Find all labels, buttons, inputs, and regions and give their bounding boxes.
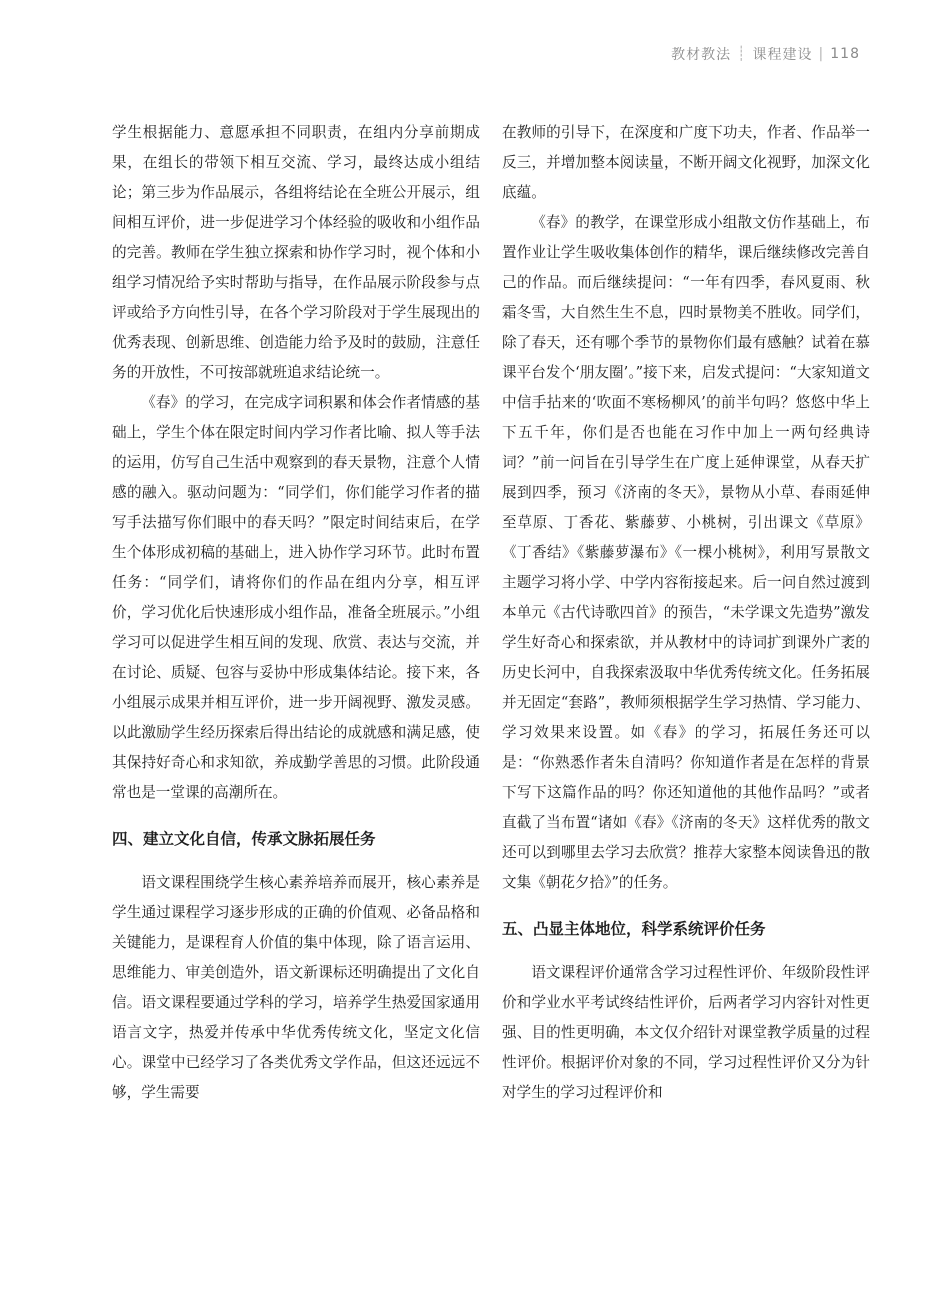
header-column: 课程建设 xyxy=(752,47,813,63)
page-number: 118 xyxy=(830,46,860,62)
header-separator: ┊ xyxy=(737,46,747,62)
section-heading-4: 四、建立文化自信，传承文脉拓展任务 xyxy=(112,830,376,848)
section-heading-5: 五、凸显主体地位，科学系统评价任务 xyxy=(502,920,766,938)
running-header xyxy=(671,44,860,64)
paragraph-continued: 学生根据能力、意愿承担不同职责，在组内分享前期成果，在组长的带领下相互交流、学习，最终达成小组结论；第三步为作品展示，各组将结论在全班公开展示，组间相互评价，进一步促进学习个体经验的吸收和小组作品的完善。教师在学生独立探索和协作学习时，视个体和小组学习情况给予实时帮助与指导，在作品展示阶段参与点评或给予方向性引导，在各个学习阶段对于学生展现出的优秀表现、创新思维、创造能力给予及时的鼓励，注意任务的开放性，不可按部就班追求结论统一。 xyxy=(112,124,480,381)
paragraph-cultural-confidence: 语文课程围绕学生核心素养培养而展开，核心素养是学生通过课程学习逐步形成的正确的价值观、必备品格和关键能力，是课程育人价值的集中体现，除了语言运用、思维能力、审美创造外，语文新课标还明确提出了文化自信。语文课程要通过学科的学习，培养学生热爱国家通用语言文字，热爱并传承中华优秀传统文化，坚定文化信心。课堂中已经学习了各类优秀文学作品，但这还远远不够，学生需要 xyxy=(112,874,480,1101)
left-column xyxy=(112,118,480,1108)
header-section: 教材教法 xyxy=(671,47,732,63)
header-separator-2: | xyxy=(818,46,825,62)
paragraph-spring-study: 《春》的学习，在完成字词积累和体会作者情感的基础上，学生个体在限定时间内学习作者比喻、拟人等手法的运用，仿写自己生活中观察到的春天景物，注意个人情感的融入。驱动问题为：“同学们，你们能学习作者的描写手法描写你们眼中的春天吗？”限定时间结束后，在学生个体形成初稿的基础上，进入协作学习环节。此时布置任务：“同学们，请将你们的作品在组内分享，相互评价，学习优化后快速形成小组作品，准备全班展示。”小组学习可以促进学生相互间的发现、欣赏、表达与交流，并在讨论、质疑、包容与妥协中形成集体结论。接下来，各小组展示成果并相互评价，进一步开阔视野、激发灵感。以此激励学生经历探索后得出结论的成就感和满足感，使其保持好奇心和求知欲，养成勤学善思的习惯。此阶段通常也是一堂课的高潮所在。 xyxy=(112,394,480,801)
right-column xyxy=(502,118,870,1108)
paragraph-spring-teaching: 《春》的教学，在课堂形成小组散文仿作基础上，布置作业让学生吸收集体创作的精华，课后继续修改完善自己的作品。而后继续提问：“一年有四季，春风夏雨、秋霜冬雪，大自然生生不息，四时景物美不胜收。同学们，除了春天，还有哪个季节的景物你们最有感触？试着在慕课平台发个‘朋友圈’。”接下来，启发式提问：“大家知道文中信手拈来的‘吹面不寒杨柳风’的前半句吗？悠悠中华上下五千年，你们是否也能在习作中加上一两句经典诗词？”前一问旨在引导学生在广度上延伸课堂，从春天扩展到四季，预习《济南的冬天》，景物从小草、春雨延伸至草原、丁香花、紫藤萝、小桃树，引出课文《草原》《丁香结》《紫藤萝瀑布》《一棵小桃树》，利用写景散文主题学习将小学、中学内容衔接起来。后一问自然过渡到本单元《古代诗歌四首》的预告，“未学课文先造势”激发学生好奇心和探索欲，并从教材中的诗词扩到课外广袤的历史长河中，自我探索汲取中华优秀传统文化。任务拓展并无固定“套路”，教师须根据学生学习热情、学习能力、学习效果来设置。如《春》的学习，拓展任务还可以是：“你熟悉作者朱自清吗？你知道作者是在怎样的背景下写下这篇作品的吗？你还知道他的其他作品吗？”或者直截了当布置“诸如《春》《济南的冬天》这样优秀的散文还可以到哪里去学习去欣赏？推荐大家整本阅读鲁迅的散文集《朝花夕拾》”的任务。 xyxy=(502,214,870,891)
paragraph-evaluation: 语文课程评价通常含学习过程性评价、年级阶段性评价和学业水平考试终结性评价，后两者学习内容针对性更强、目的性更明确，本文仅介绍针对课堂教学质量的过程性评价。根据评价对象的不同，学习过程性评价又分为针对学生的学习过程评价和 xyxy=(502,964,870,1101)
paragraph-continued-right: 在教师的引导下，在深度和广度下功夫，作者、作品举一反三，并增加整本阅读量，不断开阔文化视野，加深文化底蕴。 xyxy=(502,124,870,201)
